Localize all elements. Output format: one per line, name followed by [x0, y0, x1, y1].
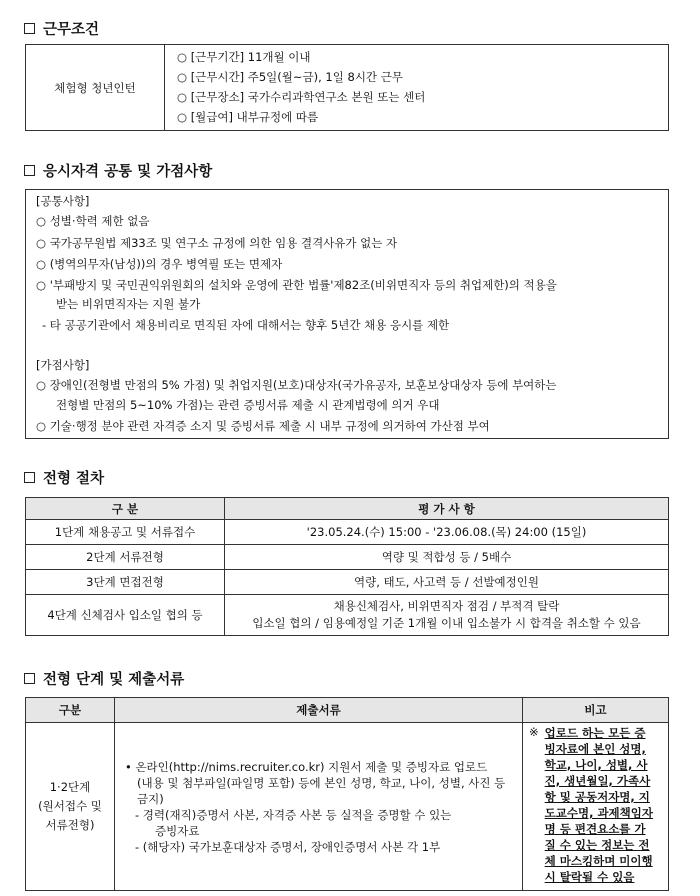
common-item: ○ 성별·학력 제한 없음: [36, 214, 150, 228]
documents-stage: [26, 723, 115, 891]
section-title-work: 근무조건: [24, 18, 99, 39]
work-item: ○ [근무시간] 주5일(월~금), 1일 8시간 근무: [177, 70, 403, 84]
work-conditions-table: [25, 44, 669, 131]
procedure-table: [25, 497, 669, 636]
note-line: 업로드 하는 모든 증: [544, 726, 646, 740]
procedure-stage: 2단계 서류전형: [26, 545, 225, 570]
section-title-documents: 전형 단계 및 제출서류: [24, 668, 184, 689]
documents-header: 비고: [523, 698, 669, 723]
procedure-stage: 1단계 채용공고 및 서류접수: [26, 520, 225, 545]
work-label: 체험형 청년인턴: [26, 45, 165, 131]
documents-stage-line: 1·2단계: [49, 780, 91, 794]
qualification-box: [25, 189, 669, 439]
bonus-heading: [가점사항]: [36, 358, 90, 372]
documents-line: 증빙자료: [155, 823, 200, 838]
common-heading: [공통사항]: [36, 194, 90, 208]
documents-stage-line: (원서접수 및: [38, 799, 102, 813]
checkbox-square-icon: [24, 472, 35, 483]
note-line: 항 및 공동저자명, 지: [544, 790, 650, 804]
documents-line: (내용 및 첨부파일(파일명 포함) 등에 본인 성명, 학교, 나이, 성별, 사진 등 금지): [137, 775, 506, 806]
common-item: ○ '부패방지 및 국민권익위원회의 설치와 운영에 관한 법률'제82조(비위면직자 등의 취업제한)의 적용을: [36, 278, 557, 292]
documents-note: [523, 723, 669, 891]
work-item: ○ [근무기간] 11개월 이내: [177, 50, 311, 64]
note-line: 도교수명, 과제책임자: [544, 806, 653, 820]
common-item: - 타 공공기관에서 채용비리로 면직된 자에 대해서는 향후 5년간 채용 응시를 제한: [42, 318, 450, 332]
checkbox-square-icon: [24, 673, 35, 684]
documents-header: 제출서류: [115, 698, 523, 723]
section-title-procedure: 전형 절차: [24, 467, 104, 488]
procedure-header: 평 가 사 항: [225, 498, 669, 520]
documents-line: • 온라인(http://nims.recruiter.co.kr) 지원서 제출 및 증빙자료 업로드: [125, 759, 488, 774]
documents-header: 구분: [26, 698, 115, 723]
procedure-detail: 역량, 태도, 사고력 등 / 선발예정인원: [225, 570, 669, 595]
work-items: [165, 45, 669, 131]
note-line: 명 등 편견요소를 가: [544, 822, 646, 836]
common-item: ○ (병역의무자(남성))의 경우 병역필 또는 면제자: [36, 257, 283, 271]
procedure-detail-line: 입소일 협의 / 임용예정일 기준 1개월 이내 입소불가 시 합격을 취소할 수 있음: [252, 616, 641, 630]
procedure-detail-line: 채용신체검사, 비위면직자 점검 / 부적격 탈락: [333, 599, 560, 613]
note-line: 체 마스킹하며 미이행: [544, 854, 653, 868]
procedure-stage: 3단계 면접전형: [26, 570, 225, 595]
work-item: ○ [월급여] 내부규정에 따름: [177, 110, 319, 124]
common-item: 받는 비위면직자는 지원 불가: [56, 297, 201, 311]
note-line: 빙자료에 본인 성명,: [544, 742, 646, 756]
procedure-detail: '23.05.24.(수) 15:00 - '23.06.08.(목) 24:00 (15일): [225, 520, 669, 545]
documents-line: - (해당자) 국가보훈대상자 증명서, 장애인증명서 사본 각 1부: [135, 839, 441, 854]
procedure-header: 구 분: [26, 498, 225, 520]
bonus-item: ○ 장애인(전형별 만점의 5% 가점) 및 취업지원(보호)대상자(국가유공자, 보훈보상대상자 등에 부여하는: [36, 378, 557, 392]
checkbox-square-icon: [24, 165, 35, 176]
documents-line: - 경력(재직)증명서 사본, 자격증 사본 등 실적을 증명할 수 있는: [135, 807, 452, 822]
documents-table: [25, 697, 669, 891]
checkbox-square-icon: [24, 23, 35, 34]
work-item: ○ [근무장소] 국가수리과학연구소 본원 또는 센터: [177, 90, 426, 104]
note-line: 진, 생년월일, 가족사: [544, 774, 651, 788]
note-mark: ※: [529, 725, 539, 739]
procedure-stage: 4단계 신체검사 입소일 협의 등: [26, 595, 225, 636]
procedure-detail: 역량 및 적합성 등 / 5배수: [225, 545, 669, 570]
note-line: 질 수 있는 정보는 전: [544, 838, 650, 852]
bonus-item: 전형별 만점의 5~10% 가점)는 관련 증빙서류 제출 시 관계법령에 의거 우대: [56, 398, 440, 412]
note-line: 시 탈락될 수 있음: [544, 870, 635, 884]
documents-list: [115, 723, 523, 891]
section-title-qualification: 응시자격 공통 및 가점사항: [24, 160, 212, 181]
procedure-detail: [225, 595, 669, 636]
documents-stage-line: 서류전형): [45, 818, 95, 832]
note-line: 학교, 나이, 성별, 사: [544, 758, 648, 772]
bonus-item: ○ 기술·행정 분야 관련 자격증 소지 및 증빙서류 제출 시 내부 규정에 의거하여 가산점 부여: [36, 419, 490, 433]
common-item: ○ 국가공무원법 제33조 및 연구소 규정에 의한 임용 결격사유가 없는 자: [36, 236, 398, 250]
